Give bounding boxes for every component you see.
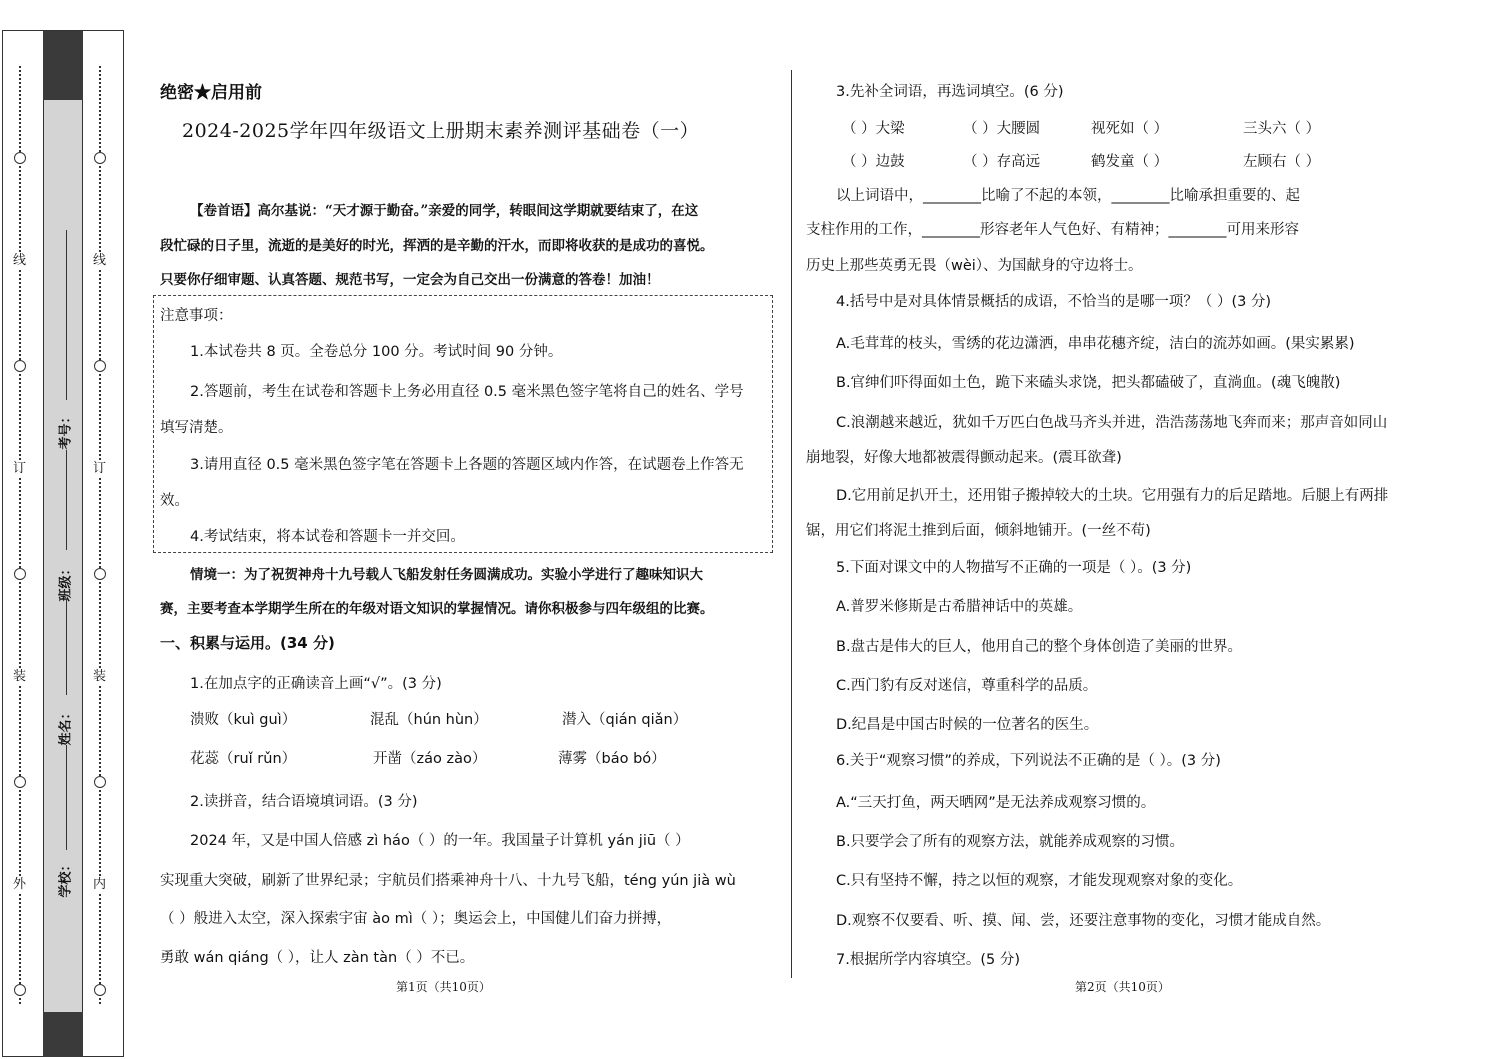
q3-text: 历史上那些英勇无畏（wèi）、为国献身的守边将士。: [806, 258, 1143, 274]
inner-cut-line: [99, 66, 101, 1004]
q6-option[interactable]: D.观察不仅要看、听、摸、闻、尝，还要注意事物的变化，习惯才能成自然。: [836, 913, 1331, 929]
question-3-title: 3.先补全词语，再选词填空。(6 分): [836, 84, 1064, 100]
notice-title: 注意事项：: [160, 308, 233, 324]
class-blank[interactable]: [66, 450, 67, 550]
q4-option[interactable]: A.毛茸茸的枝头，雪绣的花边潇洒，串串花穗齐绽，洁白的流苏如画。(果实累累): [836, 336, 1355, 352]
binding-hole: [94, 360, 106, 372]
q6-option[interactable]: C.只有坚持不懈，持之以恒的观察，才能发现观察对象的变化。: [836, 873, 1243, 889]
question-1-title: 1.在加点字的正确读音上画“√”。(3 分): [190, 676, 442, 692]
page-footer: 第1页（共10页）: [396, 980, 491, 994]
q2-text: 2024 年，又是中国人倍感 zì háo（ ）的一年。我国量子计算机 yán jiū（ ）: [190, 833, 690, 849]
q1-option[interactable]: 混乱（hún hùn）: [370, 712, 488, 728]
cut-word-outer: 订: [13, 461, 27, 476]
q3-blank[interactable]: 三头六（ ）: [1243, 121, 1321, 137]
q2-text: 实现重大突破，刷新了世界纪录；宇航员们搭乘神舟十八、十九号飞船，téng yún jià wù: [160, 873, 736, 889]
question-7-title: 7.根据所学内容填空。(5 分): [836, 952, 1020, 968]
binding-hole: [14, 360, 26, 372]
q4-option[interactable]: D.它用前足扒开土，还用钳子搬掉较大的土块。它用强有力的后足踏地。后腿上有两排: [836, 488, 1389, 504]
q5-option[interactable]: D.纪昌是中国古时候的一位著名的医生。: [836, 717, 1099, 733]
name-blank[interactable]: [66, 600, 67, 695]
binding-hole: [94, 984, 106, 996]
binding-hole: [94, 152, 106, 164]
q2-text: 勇敢 wán qiáng（ ），让人 zàn tàn（ ）不已。: [160, 950, 475, 966]
q5-option[interactable]: C.西门豹有反对迷信，尊重科学的品质。: [836, 678, 1098, 694]
q1-option[interactable]: 溃败（kuì guì）: [190, 712, 297, 728]
notice-item: 效。: [160, 493, 189, 509]
secret-label: 绝密★启用前: [160, 83, 262, 103]
page-divider: [791, 70, 792, 978]
q3-blank[interactable]: 视死如（ ）: [1091, 121, 1169, 137]
binding-hole: [14, 776, 26, 788]
name-label: 姓名：: [58, 706, 74, 746]
q3-text: 以上词语中，________比喻了不起的本领，________比喻承担重要的、起: [836, 188, 1300, 204]
q4-option-cont: 崩地裂，好像大地都被震得颤动起来。(震耳欲聋): [806, 450, 1122, 466]
q5-option[interactable]: B.盘古是伟大的巨人，他用自己的整个身体创造了美丽的世界。: [836, 639, 1243, 655]
notice-box: [153, 295, 773, 553]
q6-option[interactable]: A.“三天打鱼，两天晒网”是无法养成观察习惯的。: [836, 795, 1156, 811]
q1-option[interactable]: 潜入（qián qiǎn）: [562, 712, 688, 728]
notice-item: 1.本试卷共 8 页。全卷总分 100 分。考试时间 90 分钟。: [190, 344, 563, 360]
question-5-title: 5.下面对课文中的人物描写不正确的一项是（ ）。(3 分): [836, 560, 1192, 576]
cut-word-inner: 内: [93, 877, 107, 892]
binding-hole: [14, 984, 26, 996]
q1-option[interactable]: 薄雾（báo bó）: [558, 751, 666, 767]
binding-gutter-bottom: [43, 1012, 83, 1057]
binding-hole: [94, 568, 106, 580]
q4-option[interactable]: B.官绅们吓得面如土色，跪下来磕头求饶，把头都磕破了，直淌血。(魂飞魄散): [836, 375, 1341, 391]
context-text: 情境一：为了祝贺神舟十九号载人飞船发射任务圆满成功。实验小学进行了趣味知识大: [190, 567, 703, 583]
cut-word-inner: 装: [93, 669, 107, 684]
intro-text: 只要你仔细审题、认真答题、规范书写，一定会为自己交出一份满意的答卷！加油！: [160, 272, 660, 288]
q4-option-cont: 锯，用它们将泥土推到后面，倾斜地铺开。(一丝不苟): [806, 523, 1151, 539]
question-4-title: 4.括号中是对具体情景概括的成语，不恰当的是哪一项？（ ）(3 分): [836, 294, 1272, 310]
cut-word-inner: 订: [93, 461, 107, 476]
q4-option[interactable]: C.浪潮越来越近，犹如千万匹白色战马齐头并进，浩浩荡荡地飞奔而来；那声音如同山: [836, 415, 1388, 431]
question-2-title: 2.读拼音，结合语境填词语。(3 分): [190, 794, 418, 810]
exam-number-label: 考号：: [58, 410, 74, 450]
cut-word-inner: 线: [93, 253, 107, 268]
q3-blank[interactable]: 鹤发童（ ）: [1091, 154, 1169, 170]
binding-hole: [94, 776, 106, 788]
school-blank[interactable]: [66, 745, 67, 850]
outer-cut-line: [19, 66, 21, 1004]
q3-blank[interactable]: （ ）大腰圆: [963, 121, 1041, 137]
context-text: 赛，主要考查本学期学生所在的年级对语文知识的掌握情况。请你积极参与四年级组的比赛。: [160, 601, 714, 617]
exam-title: 2024-2025学年四年级语文上册期末素养测评基础卷（一）: [182, 120, 700, 142]
binding-gutter-top: [43, 31, 83, 100]
cut-word-outer: 装: [13, 669, 27, 684]
q3-text: 支柱作用的工作，________形容老年人气色好、有精神；________可用来形容: [806, 222, 1299, 238]
notice-item: 4.考试结束，将本试卷和答题卡一并交回。: [190, 529, 465, 545]
question-6-title: 6.关于“观察习惯”的养成，下列说法不正确的是（ ）。(3 分): [836, 753, 1221, 769]
q1-option[interactable]: 花蕊（ruǐ rǔn）: [190, 751, 297, 767]
q3-blank[interactable]: （ ）大梁: [842, 121, 905, 137]
q1-option[interactable]: 开凿（záo zào）: [373, 751, 487, 767]
notice-item: 3.请用直径 0.5 毫米黑色签字笔在答题卡上各题的答题区域内作答，在试题卷上作答无: [190, 457, 744, 473]
binding-hole: [14, 152, 26, 164]
q3-blank[interactable]: （ ）存高远: [963, 154, 1041, 170]
notice-item: 2.答题前，考生在试卷和答题卡上务必用直径 0.5 毫米黑色签字笔将自己的姓名、学号: [190, 384, 744, 400]
exam-number-blank[interactable]: [66, 230, 67, 400]
section-title: 一、积累与运用。(34 分): [160, 634, 335, 652]
intro-text: 【卷首语】高尔基说：“天才源于勤奋。”亲爱的同学，转眼间这学期就要结束了，在这: [190, 203, 699, 219]
intro-text: 段忙碌的日子里，流逝的是美好的时光，挥洒的是辛勤的汗水，而即将收获的是成功的喜悦。: [160, 238, 714, 254]
q5-option[interactable]: A.普罗米修斯是古希腊神话中的英雄。: [836, 599, 1083, 615]
page-footer: 第2页（共10页）: [1075, 980, 1170, 994]
cut-word-outer: 线: [13, 253, 27, 268]
class-label: 班级：: [58, 562, 74, 602]
binding-hole: [14, 568, 26, 580]
q6-option[interactable]: B.只要学会了所有的观察方法，就能养成观察的习惯。: [836, 834, 1185, 850]
q3-blank[interactable]: （ ）边鼓: [842, 154, 905, 170]
notice-item: 填写清楚。: [160, 420, 233, 436]
school-label: 学校：: [58, 858, 74, 898]
q2-text: （ ）般进入太空，深入探索宇宙 ào mì（ ）；奥运会上，中国健儿们奋力拼搏，: [160, 911, 672, 927]
cut-word-outer: 外: [13, 877, 27, 892]
q3-blank[interactable]: 左顾右（ ）: [1243, 154, 1321, 170]
